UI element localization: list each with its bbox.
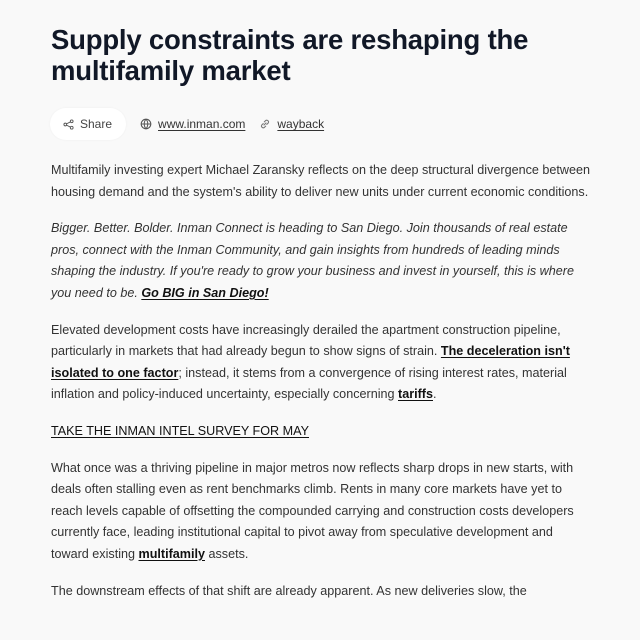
text: .	[433, 387, 437, 402]
go-big-link[interactable]: Go BIG in San Diego!	[141, 285, 269, 300]
globe-icon	[140, 118, 152, 130]
source-link-group	[140, 117, 245, 131]
text: Elevated development costs have increasingly derailed the apartment construction pipeline, particularly in markets that had already begun to show signs of strain.	[51, 322, 561, 359]
share-button[interactable]	[50, 108, 126, 140]
text: ; instead, it stems from a convergence of rising interest rates, material inflation and policy-induced uncertainty, especially concerning	[51, 365, 567, 402]
text: assets.	[204, 546, 249, 561]
deceleration-link[interactable]: The deceleration isn't isolated to one factor	[51, 344, 570, 380]
article	[51, 24, 593, 602]
share-icon	[63, 119, 74, 130]
tariffs-link[interactable]: tariffs	[398, 387, 433, 402]
source-link[interactable]: www.inman.com	[158, 117, 246, 131]
article-meta	[51, 107, 593, 141]
promo-text: Bigger. Better. Bolder. Inman Connect is heading to San Diego. Join thousands of real estate pros, connect with the Inman Community, and gain insights from hundreds of leading minds shaping the industry. If you're ready to grow your business and invest in yourself, this is where you need to be.	[51, 221, 574, 300]
survey-paragraph	[51, 421, 593, 443]
multifamily-link[interactable]: multifamily	[138, 546, 205, 561]
wayback-link[interactable]: wayback	[277, 117, 325, 131]
body-paragraph-3: The downstream effects of that shift are already apparent. As new deliveries slow, the	[51, 583, 527, 598]
link-icon	[259, 118, 271, 130]
survey-link[interactable]: TAKE THE INMAN INTEL SURVEY FOR MAY	[51, 423, 309, 438]
promo-paragraph	[51, 218, 593, 304]
body-paragraph-2	[51, 458, 593, 566]
wayback-link-group	[259, 117, 324, 131]
body-paragraph-1	[51, 320, 593, 406]
article-title: Supply constraints are reshaping the multifamily market	[51, 24, 529, 86]
text: What once was a thriving pipeline in major metros now reflects sharp drops in new starts, with deals often stalling even as rent benchmarks climb. Rents in many core markets have yet to reach levels capable of offsetting the compounded carrying and construction costs developers currently face, leading institutional capital to pivot away from speculative development and toward existing	[51, 460, 574, 561]
intro-paragraph: Multifamily investing expert Michael Zaransky reflects on the deep structural divergence between housing demand and the system's ability to deliver new units under current economic conditions.	[51, 163, 590, 199]
share-label: Share	[80, 117, 113, 131]
